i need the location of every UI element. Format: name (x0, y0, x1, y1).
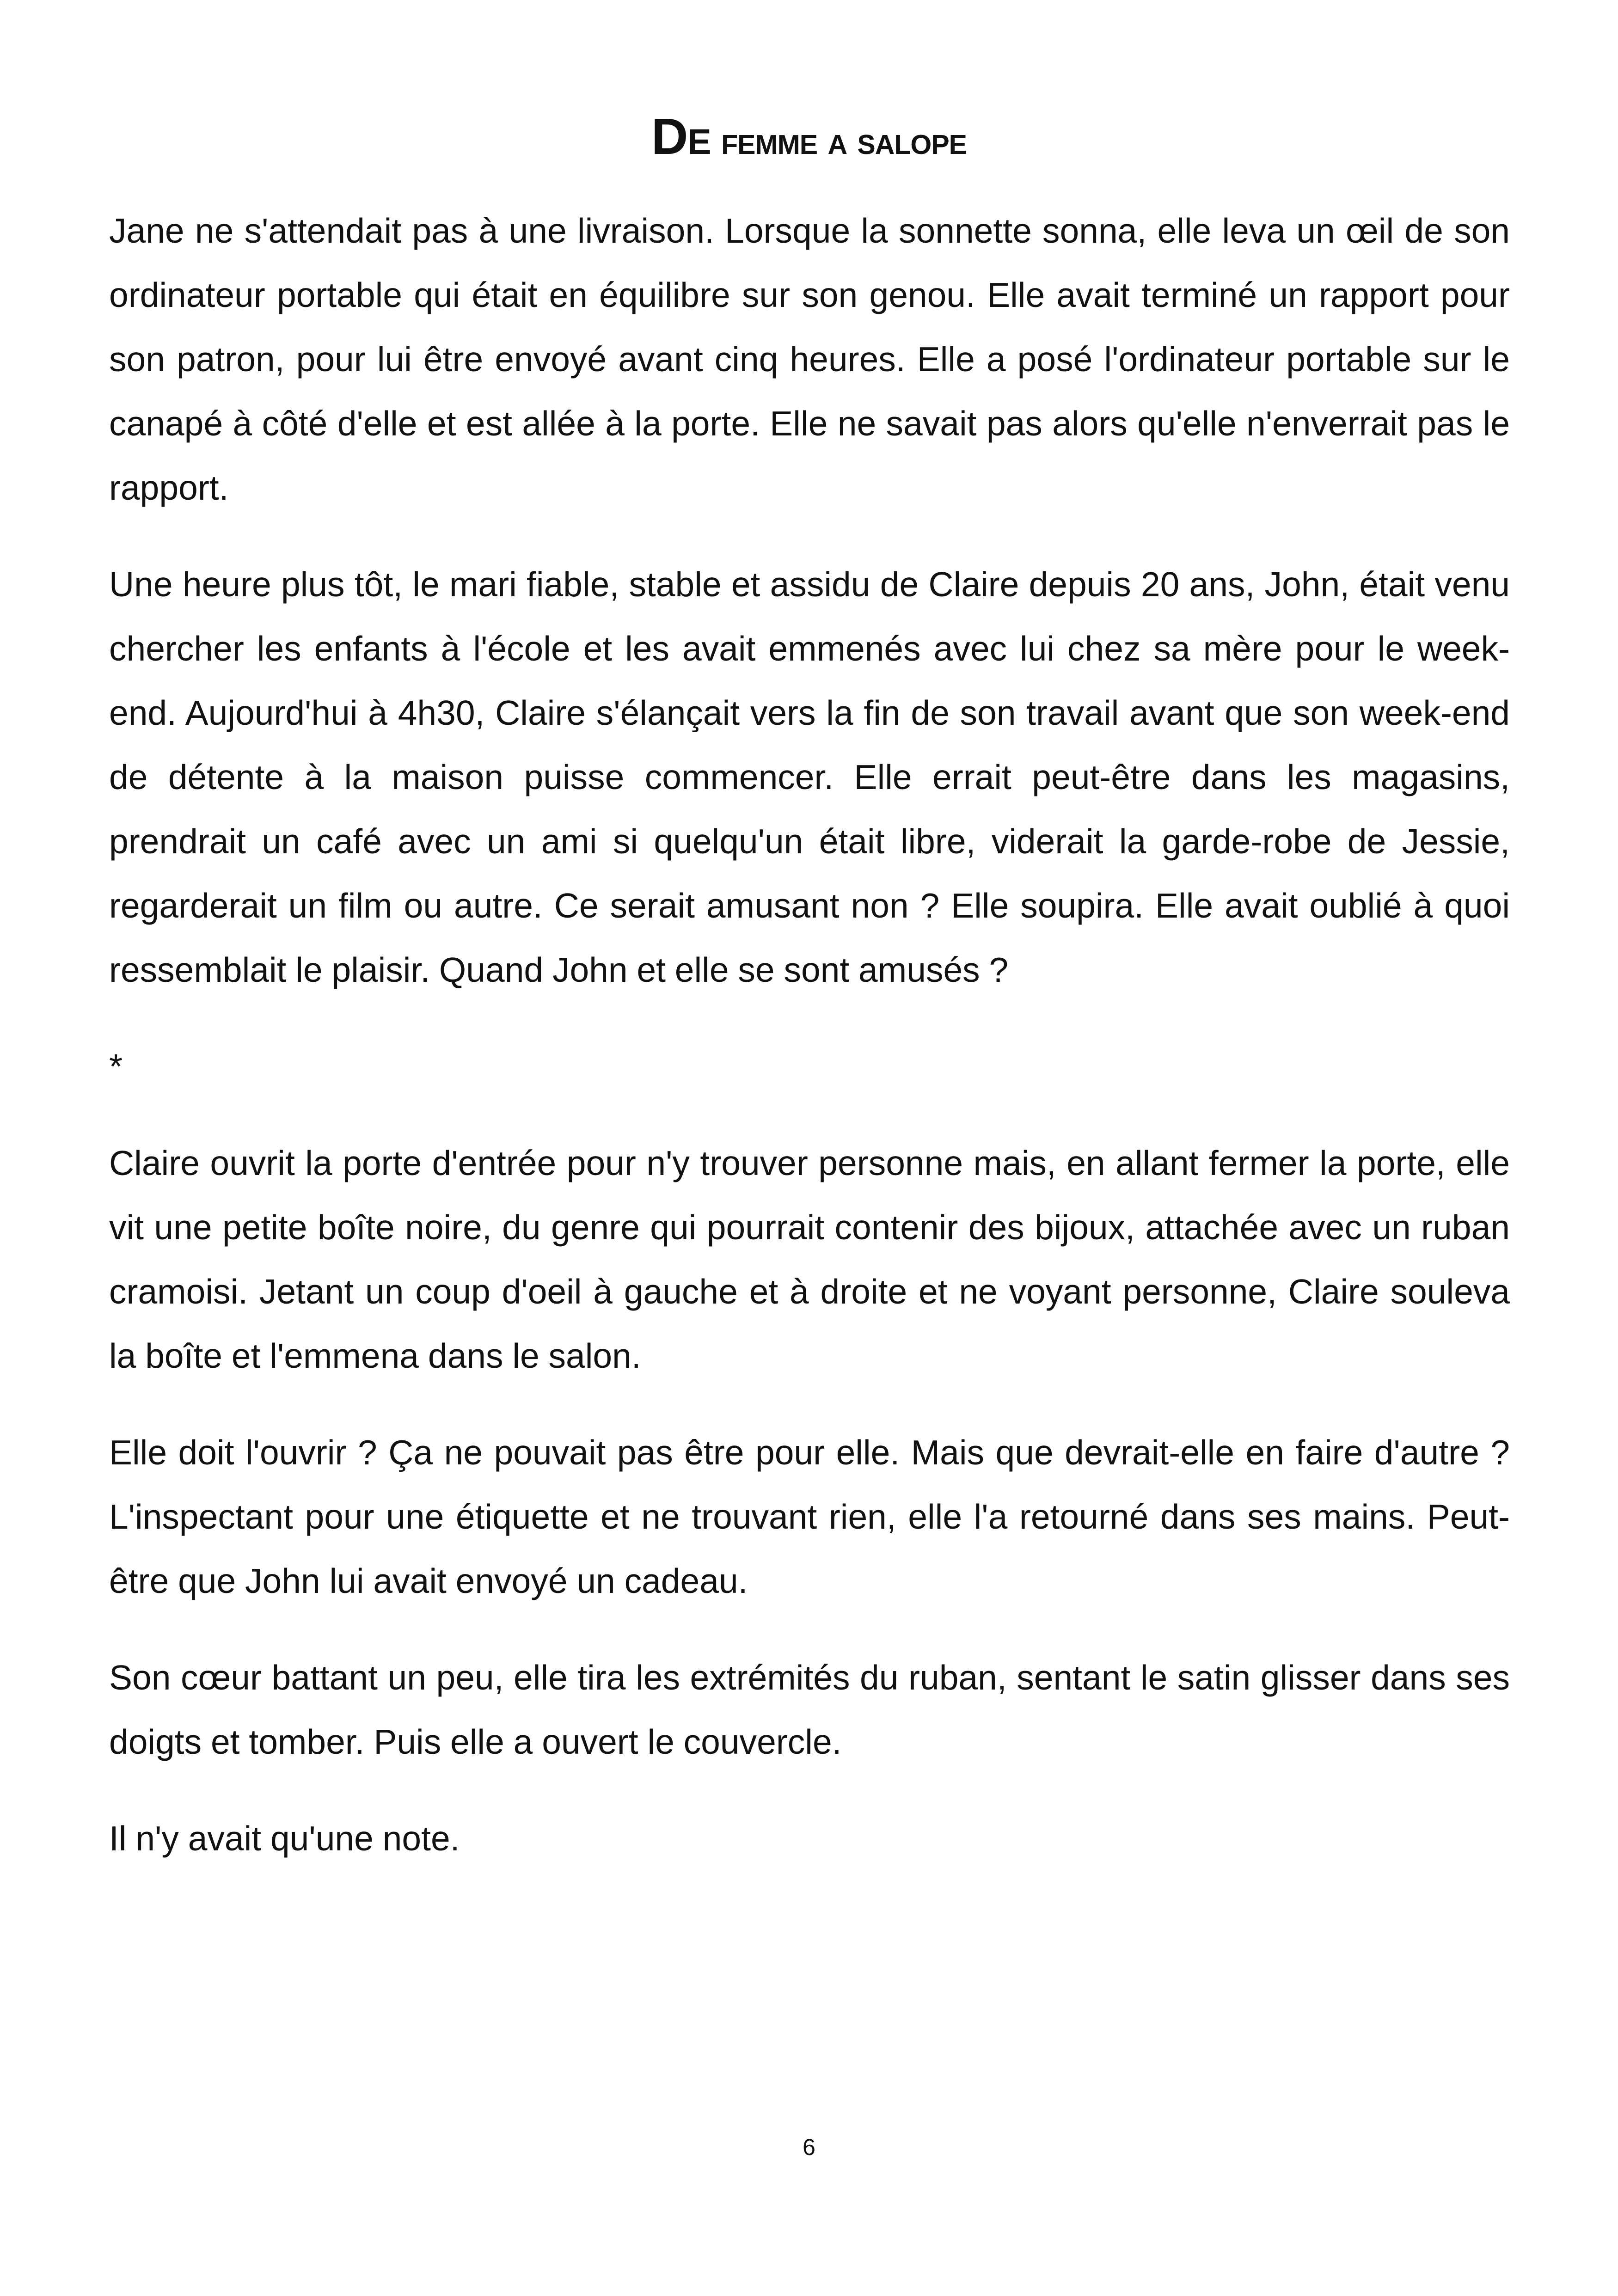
paragraph: Il n'y avait qu'une note. (109, 1819, 460, 1858)
paragraph: Elle doit l'ouvrir ? Ça ne pouvait pas être pour elle. Mais que devrait-elle en faire d'autre ? L'inspectant pour une étiquette et ne trouvant rien, elle l'a retourné dans ses mains. Peut-être que John lui avait envoyé un cadeau. (109, 1433, 1510, 1600)
paragraph: Jane ne s'attendait pas à une livraison. Lorsque la sonnette sonna, elle leva un œil de son ordinateur portable qui était en équilibre sur son genou. Elle avait terminé un rapport pour son patron, pour lui être envoyé avant cinq heures. Elle a posé l'ordinateur portable sur le canapé à côté d'elle et est allée à la porte. Elle ne savait pas alors qu'elle n'enverrait pas le rapport. (109, 211, 1510, 507)
page-number: 6 (803, 2134, 815, 2160)
paragraph: Une heure plus tôt, le mari fiable, stable et assidu de Claire depuis 20 ans, John, était venu chercher les enfants à l'école et les avait emmenés avec lui chez sa mère pour le week-end. Aujourd'hui à 4h30, Claire s'élançait vers la fin de son travail avant que son week-end de détente à la maison puisse commencer. Elle errait peut-être dans les magasins, prendrait un café avec un ami si quelqu'un était libre, viderait la garde-robe de Jessie, regarderait un film ou autre. Ce serait amusant non ? Elle soupira. Elle avait oublié à quoi ressemblait le plaisir. Quand John et elle se sont amusés ? (109, 565, 1510, 989)
chapter-title-first-word: De (651, 108, 711, 165)
chapter-title-rest: femme a salope (721, 119, 967, 163)
paragraph: Son cœur battant un peu, elle tira les extrémités du ruban, sentant le satin glisser dans ses doigts et tomber. Puis elle a ouvert le couvercle. (109, 1658, 1510, 1761)
scene-separator: * (109, 1047, 123, 1086)
body-text (109, 199, 1510, 1903)
chapter-title (0, 108, 1618, 165)
paragraph: Claire ouvrit la porte d'entrée pour n'y trouver personne mais, en allant fermer la porte, elle vit une petite boîte noire, du genre qui pourrait contenir des bijoux, attachée avec un ruban cramoisi. Jetant un coup d'oeil à gauche et à droite et ne voyant personne, Claire souleva la boîte et l'emmena dans le salon. (109, 1144, 1510, 1375)
